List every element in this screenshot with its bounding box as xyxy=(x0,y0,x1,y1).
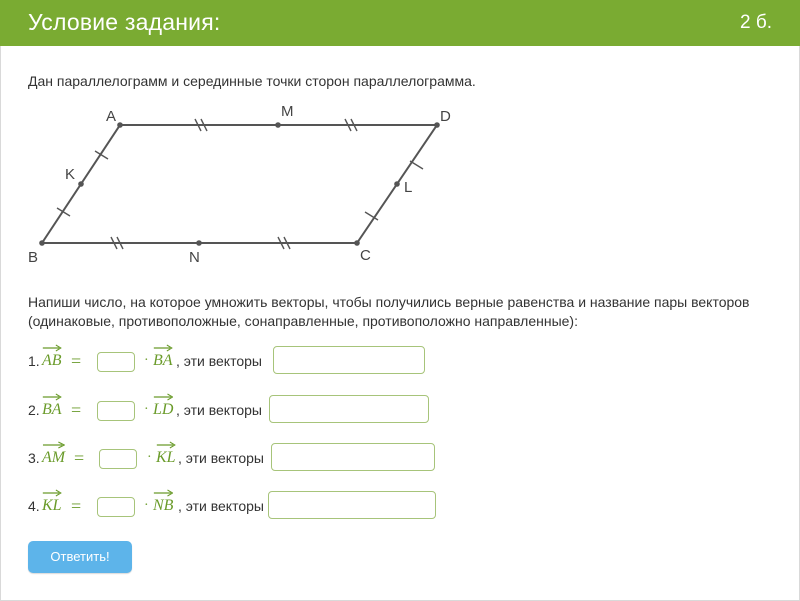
vector-right xyxy=(156,446,176,470)
equation-row-4 xyxy=(28,494,448,524)
vector-right-text: KL xyxy=(156,449,176,466)
vector-right-text: LD xyxy=(153,401,174,418)
vector-arrow-icon xyxy=(42,489,62,497)
vector-right xyxy=(153,398,173,422)
row-number: 2. xyxy=(28,402,40,418)
vector-arrow-icon xyxy=(153,344,173,352)
task-title: Условие задания: xyxy=(28,9,221,35)
vector-right xyxy=(153,494,173,518)
parallelogram-diagram xyxy=(0,100,470,272)
label-m: M xyxy=(281,103,294,120)
vector-arrow-icon xyxy=(156,441,176,449)
multiply-dot: · xyxy=(147,450,152,465)
label-a: A xyxy=(106,108,117,125)
vector-arrow-icon xyxy=(42,393,62,401)
vector-left xyxy=(42,446,65,470)
equals-sign: = xyxy=(71,496,82,516)
row-text: , эти векторы xyxy=(176,353,262,369)
row-text: , эти векторы xyxy=(178,450,264,466)
vector-arrow-icon xyxy=(153,489,173,497)
vector-left-text: AB xyxy=(42,352,62,369)
relation-input-2[interactable] xyxy=(269,395,429,423)
vector-left-text: AM xyxy=(42,449,66,466)
equation-row-1 xyxy=(28,349,448,379)
vector-left xyxy=(42,494,62,518)
vector-arrow-icon xyxy=(42,344,62,352)
task-intro: Дан параллелограмм и серединные точки сторон параллелограмма. xyxy=(28,73,476,89)
submit-button[interactable]: Ответить! xyxy=(28,541,132,573)
vector-arrow-icon xyxy=(153,393,173,401)
row-number: 1. xyxy=(28,353,40,369)
equation-row-2 xyxy=(28,398,448,428)
number-input-1[interactable] xyxy=(97,352,135,372)
multiply-dot: · xyxy=(144,498,149,513)
row-text: , эти векторы xyxy=(176,402,262,418)
multiply-dot: · xyxy=(144,402,149,417)
relation-input-1[interactable] xyxy=(273,346,425,374)
task-instruction: Напиши число, на которое умножить векторы, чтобы получились верные равенства и название пары векторов (одинаковые, противоположные, сонаправленные, противоположно направленные): xyxy=(28,294,750,329)
vector-left xyxy=(42,349,62,373)
vector-arrow-icon xyxy=(42,441,65,449)
label-l: L xyxy=(404,179,413,196)
multiply-dot: · xyxy=(144,353,149,368)
relation-input-3[interactable] xyxy=(271,443,435,471)
vector-left-text: KL xyxy=(42,497,62,514)
vector-right-text: BA xyxy=(153,352,173,369)
row-number: 4. xyxy=(28,498,40,514)
task-header xyxy=(0,0,800,46)
vector-right xyxy=(153,349,173,373)
vector-left-text: BA xyxy=(42,401,62,418)
vector-left xyxy=(42,398,62,422)
task-points: 2 б. xyxy=(739,12,772,33)
relation-input-4[interactable] xyxy=(268,491,436,519)
label-n: N xyxy=(189,249,200,266)
number-input-3[interactable] xyxy=(99,449,137,469)
equation-row-3 xyxy=(28,446,448,476)
equals-sign: = xyxy=(71,400,82,420)
number-input-2[interactable] xyxy=(97,401,135,421)
vector-right-text: NB xyxy=(153,497,174,514)
equals-sign: = xyxy=(71,351,82,371)
label-c: C xyxy=(360,247,371,264)
parallelogram-outline xyxy=(42,125,437,243)
point-dots xyxy=(39,122,440,246)
label-b: B xyxy=(28,249,39,266)
label-k: K xyxy=(65,166,76,183)
row-text: , эти векторы xyxy=(178,498,264,514)
number-input-4[interactable] xyxy=(97,497,135,517)
row-number: 3. xyxy=(28,450,40,466)
label-d: D xyxy=(440,108,451,125)
equals-sign: = xyxy=(74,448,85,468)
